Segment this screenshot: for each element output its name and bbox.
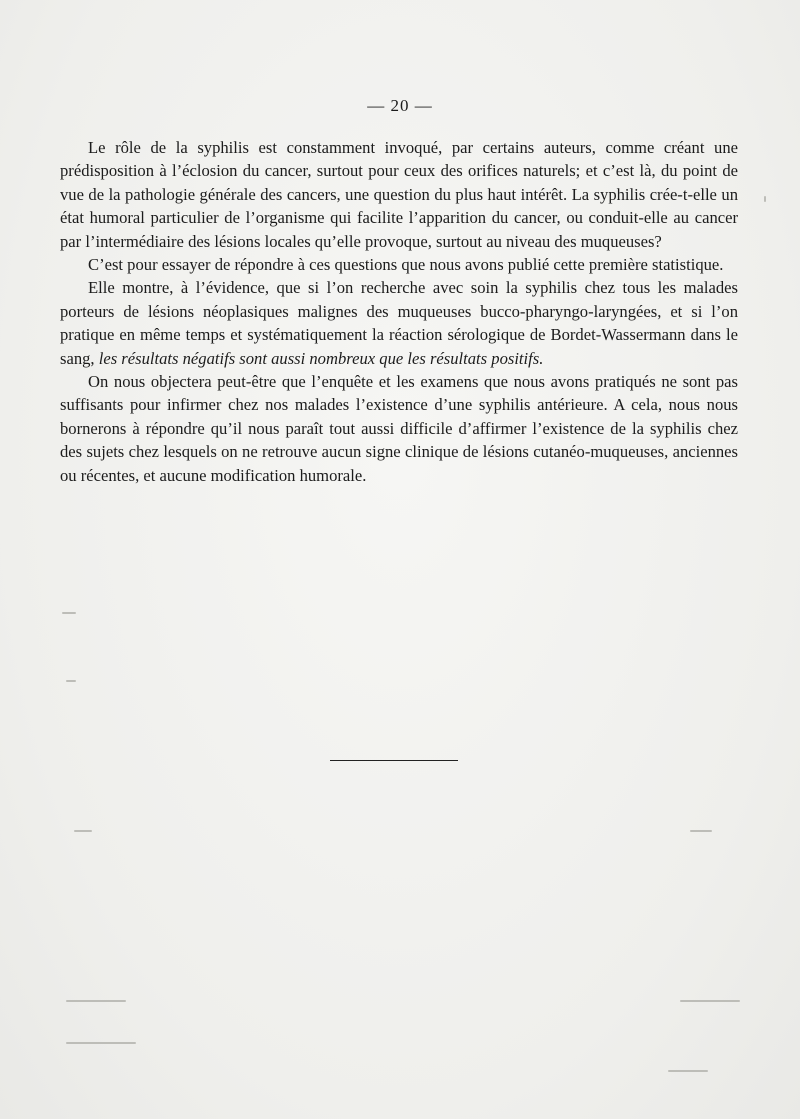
paragraph-objection: On nous objectera peut-être que l’enquête et les examens que nous avons pratiqués ne sont pas suffisants pour infirmer chez nos malades l’existence d’une syphilis antérieure. A cela, nous nous bornerons à répondre qu’il nous paraît tout aussi difficile d’affirmer l’existence de la syphilis chez des sujets chez lesquels on ne retrouve aucun signe clinique de lésions cutanéo-muqueuses, anciennes ou récentes, et aucune modification humorale. [60,372,738,485]
scan-speck [74,830,92,832]
scan-speck [62,612,76,614]
page-number: — 20 — [367,96,433,115]
end-rule [330,760,458,761]
evidence-text: Elle montre, à l’évidence, que si l’on recherche avec soin la syphilis chez tous les malades porteurs de lésions néoplasiques malignes des muqueuses bucco-pharyngo-laryngées, et si l’on pratique en même temps et systématiquement la réaction sérologique de Bordet-Wassermann dans le sang, [60,278,738,368]
paragraph-purpose: C’est pour essayer de répondre à ces questions que nous avons publié cette première statistique. [88,255,724,275]
scan-speck [680,1000,740,1002]
scan-speck [764,196,766,202]
scan-speck [66,1000,126,1002]
evidence-conclusion: les résultats négatifs sont aussi nombreux que les résultats positifs. [98,348,544,368]
scan-speck [690,830,712,832]
paragraph-syphilis-role: Le rôle de la syphilis est constamment invoqué, par certains auteurs, comme créant une prédisposition à l’éclosion du cancer, surtout pour ceux des orifices naturels; et c’est là, du point de vue de la pathologie générale des cancers, une question du plus haut intérêt. La syphilis crée-t-elle un état humoral particulier de l’organisme qui facilite l’apparition du cancer, ou conduit-elle au cancer par l’intermédiaire des lésions locales qu’elle provoque, surtout au niveau des muqueuses? [60,138,738,251]
scan-speck [668,1070,708,1072]
scan-speck [66,1042,136,1044]
body-text [60,136,738,487]
paragraph-evidence [60,276,738,370]
scan-speck [66,680,76,682]
